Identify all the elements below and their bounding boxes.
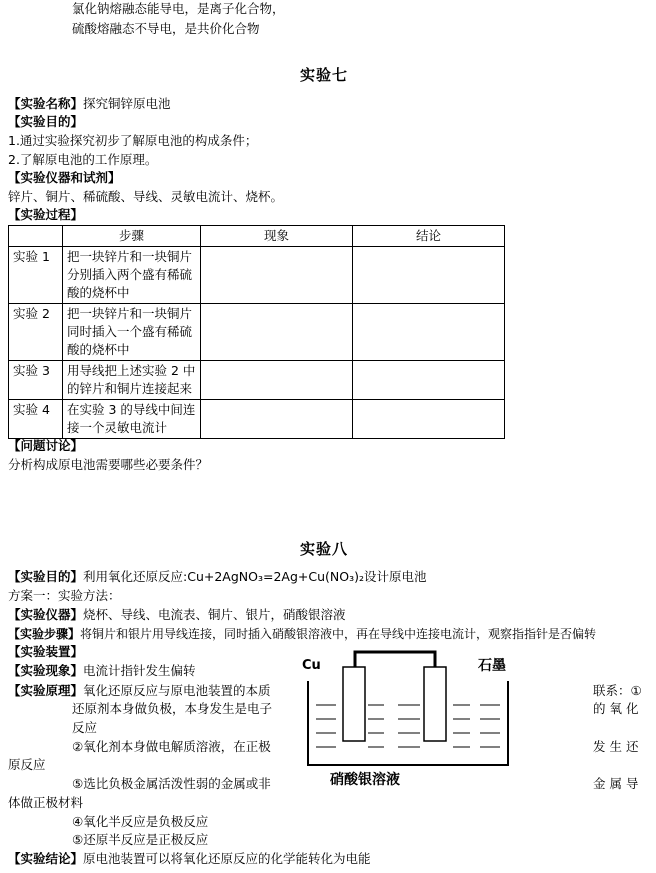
row-label: 实验 1	[9, 247, 63, 304]
exp8-principle-line: 原反应	[8, 757, 46, 772]
row-label: 实验 3	[9, 361, 63, 400]
row-phenomenon	[201, 247, 353, 304]
exp7-purpose-tag: 【实验目的】	[8, 114, 84, 129]
table-row	[9, 361, 505, 400]
row-label: 实验 4	[9, 400, 63, 439]
row-step: 把一块锌片和一块铜片分别插入两个盛有稀硫酸的烧杯中	[63, 247, 201, 304]
exp8-principle-line: 反应	[72, 720, 98, 735]
exp7-name-tag: 【实验名称】	[8, 96, 84, 111]
beaker	[308, 681, 508, 765]
exp8-principle-line: 氧化还原反应与原电池装置的本质	[83, 683, 271, 698]
exp8-instruments-value: 烧杯、导线、电流表、铜片、银片，硝酸银溶液	[83, 607, 346, 622]
row-conclusion	[353, 400, 505, 439]
exp8-conclusion-row	[8, 850, 371, 868]
exp8-setup-tag: 【实验装置】	[8, 644, 84, 659]
exp8-phenomenon-tag: 【实验现象】	[8, 663, 84, 678]
silver-nitrate-label: 硝酸银溶液	[330, 772, 400, 788]
table-header-cell	[9, 226, 63, 247]
galvanic-cell-diagram	[298, 647, 538, 797]
exp8-principle-tag: 【实验原理】	[8, 683, 84, 698]
table-header-cell: 现象	[201, 226, 353, 247]
exp8-phenomenon-row	[8, 662, 196, 680]
exp8-purpose-value: 利用氧化还原反应:Cu+2AgNO₃=2Ag+Cu(NO₃)₂设计原电池	[83, 569, 427, 584]
exp8-principle-line: ②氧化剂本身做电解质溶液，在正极	[72, 739, 271, 754]
exp8-principle-right: 的 氧 化	[593, 701, 639, 716]
exp8-phenomenon-value: 电流计指针发生偏转	[83, 663, 196, 678]
copper-electrode	[343, 667, 365, 741]
exp8-purpose-tag: 【实验目的】	[8, 569, 84, 584]
exp7-instruments-tag: 【实验仪器和试剂】	[8, 170, 121, 185]
row-label: 实验 2	[9, 304, 63, 361]
exp7-process-table	[8, 225, 505, 439]
row-conclusion	[353, 361, 505, 400]
row-step: 在实验 3 的导线中间连接一个灵敏电流计	[63, 400, 201, 439]
exp8-instruments-row	[8, 606, 346, 624]
top-note-line-2: 硫酸熔融态不导电，是共价化合物	[72, 21, 260, 36]
exp8-conclusion-tag: 【实验结论】	[8, 851, 84, 866]
exp7-instruments-value: 锌片、铜片、稀硫酸、导线、灵敏电流计、烧杯。	[8, 189, 284, 204]
copper-label: Cu	[302, 658, 321, 673]
exp7-discussion-value: 分析构成原电池需要哪些必要条件？	[8, 457, 209, 472]
exp7-purpose-item-1: 1.通过实验探究初步了解原电池的构成条件；	[8, 133, 258, 148]
row-phenomenon	[201, 400, 353, 439]
row-conclusion	[353, 247, 505, 304]
exp7-name-row	[8, 95, 171, 113]
exp7-purpose-item-2: 2.了解原电池的工作原理。	[8, 152, 158, 167]
top-note-line-1: 氯化钠熔融态能导电，是离子化合物，	[72, 1, 285, 16]
row-step: 用导线把上述实验 2 中的锌片和铜片连接起来	[63, 361, 201, 400]
exp8-plan-line: 方案一：实验方法：	[8, 588, 121, 603]
table-row	[9, 400, 505, 439]
exp8-instruments-tag: 【实验仪器】	[8, 607, 84, 622]
exp7-name-value: 探究铜锌原电池	[83, 96, 171, 111]
graphite-label: 石墨	[478, 658, 506, 674]
exp8-principle-line: 还原剂本身做负极，本身发生是电子	[72, 701, 273, 716]
exp8-title: 实验八	[300, 540, 349, 558]
table-row	[9, 247, 505, 304]
row-phenomenon	[201, 361, 353, 400]
row-phenomenon	[201, 304, 353, 361]
exp8-steps-value: 将铜片和银片用导线连接，同时插入硝酸银溶液中，再在导线中连接电流计，观察指指针是否偏转	[80, 627, 597, 641]
exp8-conclusion-value: 原电池装置可以将氧化还原反应的化学能转化为电能	[83, 851, 371, 866]
exp8-principle-right: 发 生 还	[593, 739, 639, 754]
exp8-principle-row	[8, 682, 271, 700]
table-header-cell: 步骤	[63, 226, 201, 247]
connecting-wire	[355, 652, 435, 675]
table-header-row	[9, 226, 505, 247]
exp7-discussion-tag: 【问题讨论】	[8, 438, 84, 453]
exp8-steps-tag: 【实验步骤】	[8, 627, 81, 641]
exp7-title: 实验七	[300, 66, 349, 84]
row-step: 把一块锌片和一块铜片同时插入一个盛有稀硫酸的烧杯中	[63, 304, 201, 361]
exp8-purpose-row	[8, 568, 427, 586]
table-row	[9, 304, 505, 361]
exp8-principle-right: 金 属 导	[593, 776, 639, 791]
table-header-cell: 结论	[353, 226, 505, 247]
exp8-principle-line: ⑤选比负极金属活泼性弱的金属或非	[72, 776, 271, 791]
row-conclusion	[353, 304, 505, 361]
exp8-steps-row	[8, 625, 596, 643]
exp7-process-tag: 【实验过程】	[8, 207, 84, 222]
graphite-electrode	[424, 667, 446, 741]
exp8-principle-right: 联系：①	[593, 683, 642, 698]
exp8-principle-line: ④氧化半反应是负极反应	[72, 814, 209, 829]
exp8-principle-line: ⑤还原半反应是正极反应	[72, 832, 209, 847]
exp8-principle-line: 体做正极材料	[8, 795, 84, 810]
